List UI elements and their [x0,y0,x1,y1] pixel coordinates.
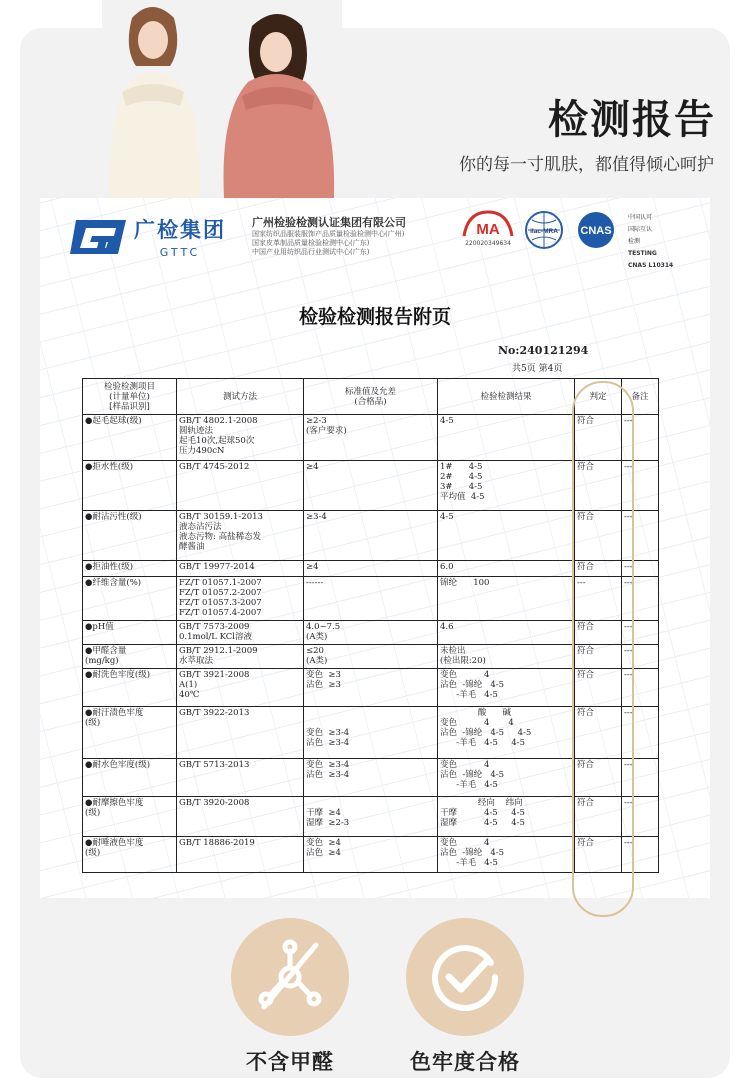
table-cell: ≥4 [304,561,438,577]
table-cell: ●耐水色牢度(级) [83,759,177,797]
table-cell: 符合 [575,837,622,873]
table-cell: GB/T 7573-2009 0.1mol/L KCl溶液 [177,621,304,645]
table-cell: ≤20 (A类) [304,645,438,669]
table-cell: ●拒水性(级) [83,461,177,511]
cma-number: 220020349634 [465,240,511,247]
table-cell: 变色 ≥3-4 沾色 ≥3-4 [304,759,438,797]
table-cell: ●纤维含量(%) [83,577,177,621]
document-title: 检验检测报告附页 [298,306,451,328]
gttc-logo-icon [70,216,128,258]
cnas-text-block [628,210,673,270]
document-number: No:240121294 [498,344,589,357]
table-cell: 4-5 [438,511,575,561]
table-cell: 符合 [575,707,622,759]
table-cell: GB/T 3922-2013 [177,707,304,759]
table-cell: --- [622,415,659,461]
table-cell: ●耐摩擦色牢度 (级) [83,797,177,837]
table-cell: ●起毛起球(级) [83,415,177,461]
table-cell: 4.0~7.5 (A类) [304,621,438,645]
table-cell: ●pH值 [83,621,177,645]
badge-color-fastness [406,918,524,1076]
badge-circle [231,918,349,1036]
organization-block [252,214,406,257]
cnas-mark [572,210,620,250]
table-cell: 酸 碱 变色 4 4 沾色 -锦纶 4-5 4-5 -羊毛 4-5 4-5 [438,707,575,759]
table-cell: ●甲醛含量 (mg/kg) [83,645,177,669]
table-cell: 6.0 [438,561,575,577]
check-circle-icon [425,937,505,1017]
table-cell: 符合 [575,759,622,797]
table-cell: ≥2-3 (客户要求) [304,415,438,461]
table-cell: ●耐沾污性(级) [83,511,177,561]
cma-icon [460,210,516,240]
badge-label: 色牢度合格 [410,1050,520,1074]
table-cell: --- [575,577,622,621]
table-cell: ≥4 [304,461,438,511]
table-cell: 符合 [575,415,622,461]
table-cell: 1# 4-5 2# 4-5 3# 4-5 平均值 4-5 [438,461,575,511]
organization-line: 中国产业用纺织品行业测试中心(广东) [252,248,370,256]
table-cell: ------ [304,577,438,621]
table-cell: --- [622,797,659,837]
table-cell: 未检出 (检出限:20) [438,645,575,669]
molecule-no-icon [250,937,330,1017]
table-cell: 锦纶 100 [438,577,575,621]
table-cell: 4-5 [438,415,575,461]
table-cell: 变色 4 沾色 -锦纶 4-5 -羊毛 4-5 [438,837,575,873]
badge-label: 不含甲醛 [246,1050,334,1074]
organization-line: 国家皮革制品质量检验检测中心(广东) [252,239,370,247]
badge-circle [406,918,524,1036]
table-cell: ●耐唾液色牢度 (级) [83,837,177,873]
table-cell: --- [622,669,659,707]
table-cell: 变色 4 沾色 -锦纶 4-5 -羊毛 4-5 [438,759,575,797]
table-cell: GB/T 3921-2008 A(1) 40℃ [177,669,304,707]
table-cell: 变色 ≥3 沾色 ≥3 [304,669,438,707]
ilac-label: ilac-MRA [530,228,558,235]
table-cell: --- [622,759,659,797]
organization-name: 广州检验检测认证集团有限公司 [252,216,406,229]
organization-line: 国家纺织品服装服饰产品质量检验检测中心(广州) [252,230,405,238]
column-header: 备注 [622,379,659,415]
column-header: 测试方法 [177,379,304,415]
page-title: 检测报告 [548,97,716,143]
table-cell: --- [622,577,659,621]
table-cell: --- [622,561,659,577]
column-header: 检验检测项目 (计量单位) [样品识别] [83,379,177,415]
logo-chinese: 广检集团 [134,218,226,242]
cnas-text: 检测 [628,238,641,245]
gttc-logo [70,214,226,259]
table-cell: 干摩 ≥4 湿摩 ≥2-3 [304,797,438,837]
table-cell: 符合 [575,645,622,669]
table-cell: --- [622,707,659,759]
table-cell: 变色 4 沾色 -锦纶 4-5 -羊毛 4-5 [438,669,575,707]
table-cell: 符合 [575,621,622,645]
table-cell: 符合 [575,669,622,707]
table-cell: GB/T 30159.1-2013 液态沾污法 液态污物: 高盐稀态发 酵酱油 [177,511,304,561]
models-image [102,0,342,198]
logo-english: GTTC [159,246,201,259]
table-cell: GB/T 4745-2012 [177,461,304,511]
table-cell: 符合 [575,461,622,511]
page-info: 共5页 第4页 [512,364,563,374]
table-cell: --- [622,461,659,511]
table-cell: FZ/T 01057.1-2007 FZ/T 01057.2-2007 FZ/T 01057.3-2007 FZ/T 01057.4-2007 [177,577,304,621]
page-subtitle: 你的每一寸肌肤，都值得倾心呵护 [459,155,714,175]
cnas-text: 中国认可 [628,214,653,221]
cnas-text: 国际互认 [628,226,653,233]
cnas-label: CNAS [580,225,612,237]
badge-no-formaldehyde [231,918,349,1076]
table-cell: 变色 ≥4 沾色 ≥4 [304,837,438,873]
table-cell: ≥3-4 [304,511,438,561]
table-cell: 符合 [575,511,622,561]
table-cell: GB/T 4802.1-2008 圆轨迹法 起毛10次,起球50次 压力490cN [177,415,304,461]
cnas-text: CNAS L10314 [628,262,674,269]
table-cell: 符合 [575,797,622,837]
cnas-text: TESTING [628,250,657,257]
table-cell: ●拒油性(级) [83,561,177,577]
column-header: 标准值及允差 (合格品) [304,379,438,415]
judgement-highlight-oval [572,381,634,917]
certification-marks [460,210,673,270]
cnas-icon [572,210,620,250]
table-cell: GB/T 3920-2008 [177,797,304,837]
table-cell: GB/T 2912.1-2009 水萃取法 [177,645,304,669]
table-cell: GB/T 5713-2013 [177,759,304,797]
table-cell: 符合 [575,561,622,577]
table-cell: 4.6 [438,621,575,645]
table-cell: 变色 ≥3-4 沾色 ≥3-4 [304,707,438,759]
ilac-icon [524,210,564,250]
cma-mark [460,210,516,247]
table-cell: --- [622,621,659,645]
table-cell: --- [622,511,659,561]
table-cell: ●耐洗色牢度(级) [83,669,177,707]
table-cell: GB/T 19977-2014 [177,561,304,577]
table-cell: 经向 纬向 干摩 4-5 4-5 湿摩 4-5 4-5 [438,797,575,837]
cma-label: MA [476,221,500,238]
column-header: 判定 [575,379,622,415]
table-cell: GB/T 18886-2019 [177,837,304,873]
table-cell: ●耐汗渍色牢度 (级) [83,707,177,759]
ilac-mark [524,210,564,250]
column-header: 检验检测结果 [438,379,575,415]
table-cell: --- [622,837,659,873]
table-cell: --- [622,645,659,669]
